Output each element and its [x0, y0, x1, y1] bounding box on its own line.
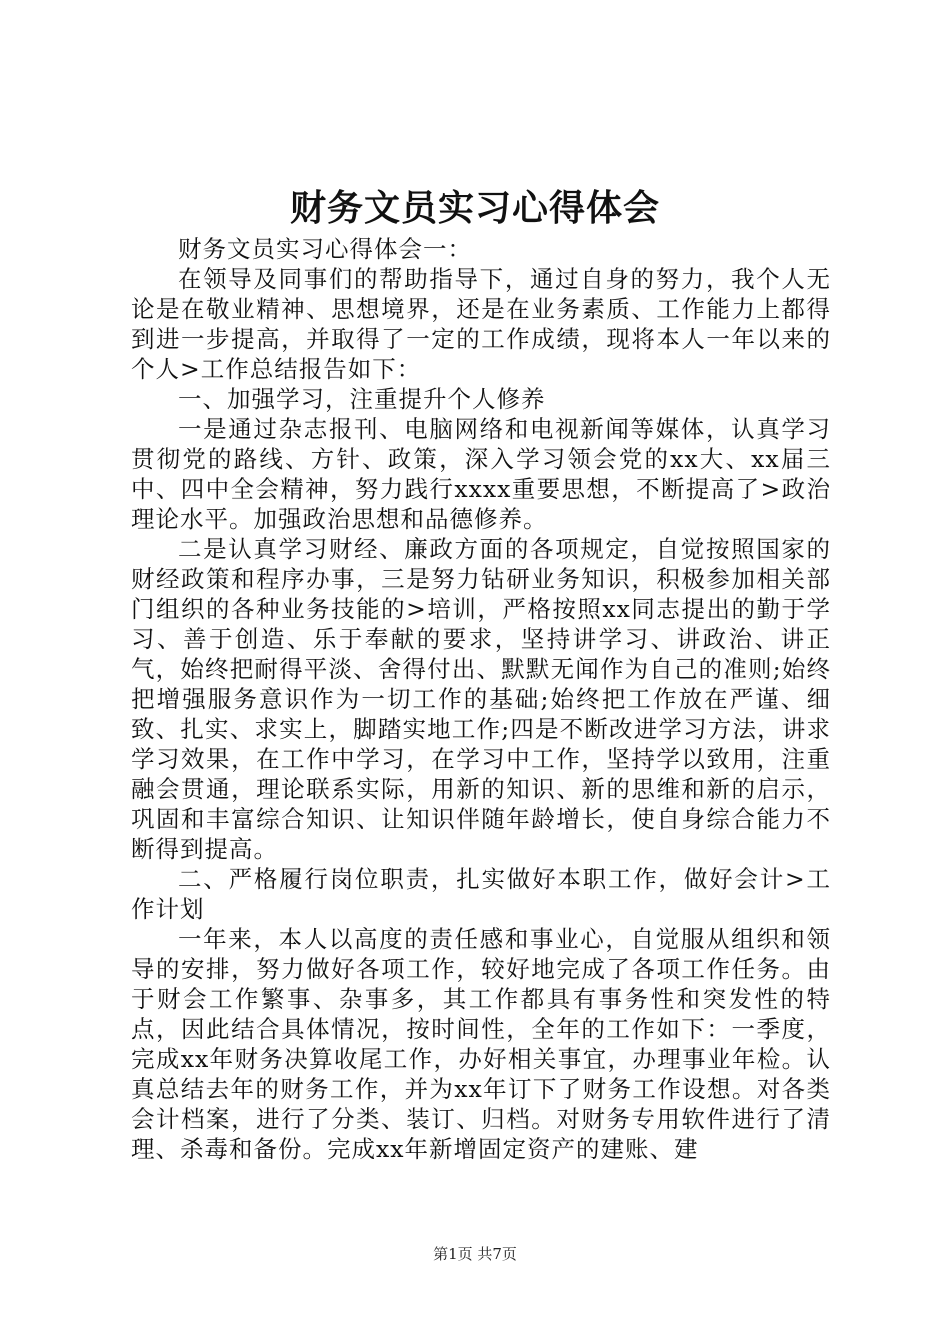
- page-number-footer: 第1页 共7页: [433, 1245, 517, 1263]
- paragraph-intro: 财务文员实习心得体会一：: [178, 235, 472, 263]
- section-heading-1: 一、加强学习，注重提升个人修养: [178, 385, 546, 413]
- document-body: [131, 234, 831, 1164]
- section-heading-2: 二、严格履行岗位职责，扎实做好本职工作，做好会计>工作计划: [131, 865, 831, 923]
- paragraph-study-2: 二是认真学习财经、廉政方面的各项规定，自觉按照国家的财经政策和程序办事，三是努力钻研业务知识，积极参加相关部门组织的各种业务技能的>培训，严格按照xx同志提出的勤于学习、善于创造、乐于奉献的要求，坚持讲学习、讲政治、讲正气，始终把耐得平淡、舍得付出、默默无闻作为自己的准则;始终把增强服务意识作为一切工作的基础;始终把工作放在严谨、细致、扎实、求实上，脚踏实地工作;四是不断改进学习方法，讲求学习效果，在工作中学习，在学习中工作，坚持学以致用，注重融会贯通，理论联系实际，用新的知识、新的思维和新的启示，巩固和丰富综合知识、让知识伴随年龄增长，使自身综合能力不断得到提高。: [131, 535, 831, 863]
- paragraph-work: 一年来，本人以高度的责任感和事业心，自觉服从组织和领导的安排，努力做好各项工作，较好地完成了各项工作任务。由于财会工作繁事、杂事多，其工作都具有事务性和突发性的特点，因此结合具体情况，按时间性，全年的工作如下：一季度，完成xx年财务决算收尾工作，办好相关事宜，办理事业年检。认真总结去年的财务工作，并为xx年订下了财务工作设想。对各类会计档案，进行了分类、装订、归档。对财务专用软件进行了清理、杀毒和备份。完成xx年新增固定资产的建账、建: [131, 925, 831, 1163]
- document-title: 财务文员实习心得体会: [289, 187, 660, 229]
- paragraph-summary: 在领导及同事们的帮助指导下，通过自身的努力，我个人无论是在敬业精神、思想境界，还是在业务素质、工作能力上都得到进一步提高，并取得了一定的工作成绩，现将本人一年以来的个人>工作总结报告如下：: [131, 265, 831, 383]
- paragraph-study-1: 一是通过杂志报刊、电脑网络和电视新闻等媒体，认真学习贯彻党的路线、方针、政策，深入学习领会党的xx大、xx届三中、四中全会精神，努力践行xxxx重要思想，不断提高了>政治理论水平。加强政治思想和品德修养。: [131, 415, 831, 533]
